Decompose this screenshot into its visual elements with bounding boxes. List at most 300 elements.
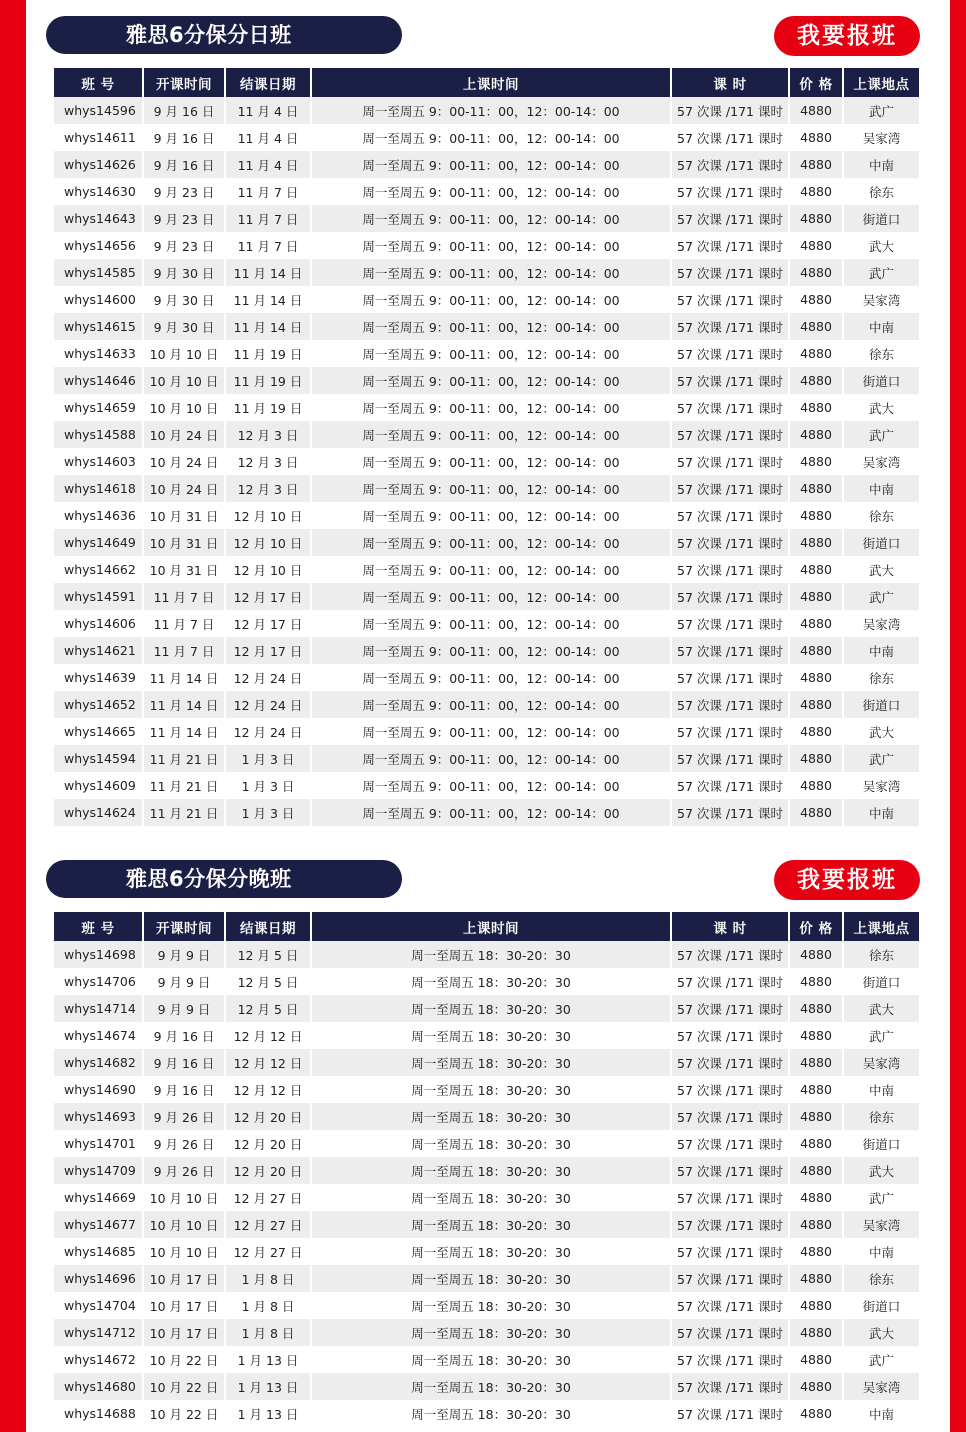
- location-cell: 吴家湾: [844, 772, 919, 799]
- start-date-cell: 11 月 21 日: [144, 772, 224, 799]
- end-date-cell: 12 月 3 日: [226, 448, 310, 475]
- end-date-cell: 12 月 20 日: [226, 1157, 310, 1184]
- lesson-count-cell: 57 次课 /171 课时: [672, 1130, 788, 1157]
- class-id-cell: whys14659: [54, 394, 142, 421]
- end-date-cell: 1 月 13 日: [226, 1373, 310, 1400]
- column-header: 班 号: [54, 912, 142, 941]
- location-cell: 武广: [844, 583, 919, 610]
- location-cell: 街道口: [844, 1130, 919, 1157]
- end-date-cell: 12 月 27 日: [226, 1184, 310, 1211]
- signup-button[interactable]: 我要报班: [774, 16, 920, 56]
- start-date-cell: 10 月 17 日: [144, 1265, 224, 1292]
- location-cell: 武大: [844, 394, 919, 421]
- location-cell: 街道口: [844, 1292, 919, 1319]
- lesson-count-cell: 57 次课 /171 课时: [672, 718, 788, 745]
- column-header: 上课时间: [312, 68, 670, 97]
- start-date-cell: 11 月 7 日: [144, 637, 224, 664]
- table-row: [54, 367, 919, 394]
- price-cell: 4880: [790, 995, 842, 1022]
- schedule-time-cell: 周一至周五 9：00-11：00，12：00-14：00: [312, 475, 670, 502]
- section-title: 雅思6分保分晚班: [46, 860, 402, 898]
- class-id-cell: whys14636: [54, 502, 142, 529]
- start-date-cell: 10 月 24 日: [144, 421, 224, 448]
- end-date-cell: 11 月 14 日: [226, 259, 310, 286]
- table-body: [54, 941, 919, 1427]
- end-date-cell: 12 月 27 日: [226, 1238, 310, 1265]
- schedule-time-cell: 周一至周五 9：00-11：00，12：00-14：00: [312, 178, 670, 205]
- class-id-cell: whys14674: [54, 1022, 142, 1049]
- lesson-count-cell: 57 次课 /171 课时: [672, 1346, 788, 1373]
- location-cell: 武广: [844, 745, 919, 772]
- class-id-cell: whys14712: [54, 1319, 142, 1346]
- end-date-cell: 11 月 19 日: [226, 340, 310, 367]
- class-id-cell: whys14669: [54, 1184, 142, 1211]
- end-date-cell: 12 月 24 日: [226, 664, 310, 691]
- class-id-cell: whys14603: [54, 448, 142, 475]
- start-date-cell: 9 月 23 日: [144, 232, 224, 259]
- table-row: [54, 1049, 919, 1076]
- location-cell: 徐东: [844, 941, 919, 968]
- section-title: 雅思6分保分日班: [46, 16, 402, 54]
- table-row: [54, 205, 919, 232]
- start-date-cell: 11 月 7 日: [144, 583, 224, 610]
- lesson-count-cell: 57 次课 /171 课时: [672, 205, 788, 232]
- schedule-time-cell: 周一至周五 9：00-11：00，12：00-14：00: [312, 421, 670, 448]
- location-cell: 街道口: [844, 968, 919, 995]
- schedule-time-cell: 周一至周五 18：30-20：30: [312, 968, 670, 995]
- schedule-time-cell: 周一至周五 9：00-11：00，12：00-14：00: [312, 799, 670, 826]
- class-id-cell: whys14618: [54, 475, 142, 502]
- schedule-time-cell: 周一至周五 18：30-20：30: [312, 1103, 670, 1130]
- lesson-count-cell: 57 次课 /171 课时: [672, 637, 788, 664]
- table-row: [54, 718, 919, 745]
- location-cell: 武广: [844, 97, 919, 124]
- schedule-time-cell: 周一至周五 9：00-11：00，12：00-14：00: [312, 232, 670, 259]
- start-date-cell: 9 月 30 日: [144, 286, 224, 313]
- end-date-cell: 1 月 3 日: [226, 772, 310, 799]
- start-date-cell: 10 月 17 日: [144, 1292, 224, 1319]
- lesson-count-cell: 57 次课 /171 课时: [672, 259, 788, 286]
- end-date-cell: 12 月 17 日: [226, 610, 310, 637]
- lesson-count-cell: 57 次课 /171 课时: [672, 1076, 788, 1103]
- lesson-count-cell: 57 次课 /171 课时: [672, 1373, 788, 1400]
- class-id-cell: whys14701: [54, 1130, 142, 1157]
- schedule-time-cell: 周一至周五 9：00-11：00，12：00-14：00: [312, 502, 670, 529]
- column-header: 上课地点: [844, 68, 919, 97]
- start-date-cell: 11 月 14 日: [144, 691, 224, 718]
- table-row: [54, 745, 919, 772]
- schedule-time-cell: 周一至周五 9：00-11：00，12：00-14：00: [312, 529, 670, 556]
- lesson-count-cell: 57 次课 /171 课时: [672, 367, 788, 394]
- end-date-cell: 12 月 5 日: [226, 968, 310, 995]
- price-cell: 4880: [790, 718, 842, 745]
- start-date-cell: 11 月 7 日: [144, 610, 224, 637]
- location-cell: 武广: [844, 421, 919, 448]
- end-date-cell: 12 月 17 日: [226, 637, 310, 664]
- table-row: [54, 1130, 919, 1157]
- price-cell: 4880: [790, 502, 842, 529]
- start-date-cell: 10 月 31 日: [144, 529, 224, 556]
- table-row: [54, 995, 919, 1022]
- end-date-cell: 12 月 24 日: [226, 691, 310, 718]
- price-cell: 4880: [790, 941, 842, 968]
- location-cell: 徐东: [844, 340, 919, 367]
- schedule-time-cell: 周一至周五 18：30-20：30: [312, 995, 670, 1022]
- schedule-time-cell: 周一至周五 9：00-11：00，12：00-14：00: [312, 448, 670, 475]
- lesson-count-cell: 57 次课 /171 课时: [672, 394, 788, 421]
- schedule-time-cell: 周一至周五 9：00-11：00，12：00-14：00: [312, 340, 670, 367]
- location-cell: 武广: [844, 1184, 919, 1211]
- location-cell: 中南: [844, 313, 919, 340]
- price-cell: 4880: [790, 1049, 842, 1076]
- lesson-count-cell: 57 次课 /171 课时: [672, 799, 788, 826]
- lesson-count-cell: 57 次课 /171 课时: [672, 664, 788, 691]
- class-id-cell: whys14639: [54, 664, 142, 691]
- lesson-count-cell: 57 次课 /171 课时: [672, 1211, 788, 1238]
- start-date-cell: 9 月 16 日: [144, 1076, 224, 1103]
- location-cell: 街道口: [844, 691, 919, 718]
- price-cell: 4880: [790, 968, 842, 995]
- class-id-cell: whys14688: [54, 1400, 142, 1427]
- schedule-time-cell: 周一至周五 18：30-20：30: [312, 1211, 670, 1238]
- price-cell: 4880: [790, 1211, 842, 1238]
- price-cell: 4880: [790, 475, 842, 502]
- start-date-cell: 11 月 21 日: [144, 745, 224, 772]
- lesson-count-cell: 57 次课 /171 课时: [672, 178, 788, 205]
- end-date-cell: 11 月 7 日: [226, 232, 310, 259]
- right-red-border: [950, 0, 966, 1432]
- start-date-cell: 9 月 16 日: [144, 124, 224, 151]
- table-row: [54, 151, 919, 178]
- location-cell: 中南: [844, 1076, 919, 1103]
- table-row: [54, 1103, 919, 1130]
- start-date-cell: 9 月 16 日: [144, 151, 224, 178]
- column-header: 课 时: [672, 912, 788, 941]
- price-cell: 4880: [790, 1373, 842, 1400]
- schedule-time-cell: 周一至周五 18：30-20：30: [312, 1373, 670, 1400]
- schedule-time-cell: 周一至周五 9：00-11：00，12：00-14：00: [312, 664, 670, 691]
- location-cell: 中南: [844, 475, 919, 502]
- table-row: [54, 1373, 919, 1400]
- class-id-cell: whys14600: [54, 286, 142, 313]
- schedule-time-cell: 周一至周五 9：00-11：00，12：00-14：00: [312, 205, 670, 232]
- lesson-count-cell: 57 次课 /171 课时: [672, 556, 788, 583]
- lesson-count-cell: 57 次课 /171 课时: [672, 1265, 788, 1292]
- location-cell: 街道口: [844, 529, 919, 556]
- column-header: 价 格: [790, 68, 842, 97]
- start-date-cell: 10 月 10 日: [144, 1211, 224, 1238]
- location-cell: 街道口: [844, 367, 919, 394]
- location-cell: 吴家湾: [844, 1373, 919, 1400]
- price-cell: 4880: [790, 1157, 842, 1184]
- location-cell: 街道口: [844, 205, 919, 232]
- class-id-cell: whys14588: [54, 421, 142, 448]
- lesson-count-cell: 57 次课 /171 课时: [672, 610, 788, 637]
- class-id-cell: whys14714: [54, 995, 142, 1022]
- start-date-cell: 9 月 16 日: [144, 1022, 224, 1049]
- table-row: [54, 1400, 919, 1427]
- table-row: [54, 286, 919, 313]
- class-id-cell: whys14693: [54, 1103, 142, 1130]
- location-cell: 武大: [844, 1319, 919, 1346]
- location-cell: 中南: [844, 799, 919, 826]
- start-date-cell: 10 月 17 日: [144, 1319, 224, 1346]
- end-date-cell: 1 月 3 日: [226, 799, 310, 826]
- table-row: [54, 124, 919, 151]
- schedule-time-cell: 周一至周五 9：00-11：00，12：00-14：00: [312, 313, 670, 340]
- end-date-cell: 12 月 10 日: [226, 556, 310, 583]
- location-cell: 武广: [844, 1022, 919, 1049]
- location-cell: 吴家湾: [844, 448, 919, 475]
- end-date-cell: 12 月 24 日: [226, 718, 310, 745]
- end-date-cell: 12 月 3 日: [226, 475, 310, 502]
- column-header: 上课地点: [844, 912, 919, 941]
- class-id-cell: whys14709: [54, 1157, 142, 1184]
- start-date-cell: 9 月 26 日: [144, 1130, 224, 1157]
- class-id-cell: whys14677: [54, 1211, 142, 1238]
- end-date-cell: 12 月 10 日: [226, 502, 310, 529]
- location-cell: 徐东: [844, 502, 919, 529]
- location-cell: 武大: [844, 232, 919, 259]
- location-cell: 徐东: [844, 1103, 919, 1130]
- end-date-cell: 11 月 14 日: [226, 286, 310, 313]
- lesson-count-cell: 57 次课 /171 课时: [672, 1184, 788, 1211]
- table-body: [54, 97, 919, 826]
- schedule-time-cell: 周一至周五 9：00-11：00，12：00-14：00: [312, 259, 670, 286]
- end-date-cell: 1 月 8 日: [226, 1319, 310, 1346]
- schedule-table: [52, 912, 921, 1427]
- schedule-time-cell: 周一至周五 18：30-20：30: [312, 1265, 670, 1292]
- price-cell: 4880: [790, 556, 842, 583]
- price-cell: 4880: [790, 610, 842, 637]
- class-id-cell: whys14626: [54, 151, 142, 178]
- lesson-count-cell: 57 次课 /171 课时: [672, 340, 788, 367]
- schedule-time-cell: 周一至周五 9：00-11：00，12：00-14：00: [312, 151, 670, 178]
- start-date-cell: 9 月 9 日: [144, 995, 224, 1022]
- class-id-cell: whys14704: [54, 1292, 142, 1319]
- location-cell: 武大: [844, 1157, 919, 1184]
- schedule-time-cell: 周一至周五 9：00-11：00，12：00-14：00: [312, 610, 670, 637]
- class-id-cell: whys14652: [54, 691, 142, 718]
- table-row: [54, 97, 919, 124]
- start-date-cell: 10 月 22 日: [144, 1346, 224, 1373]
- price-cell: 4880: [790, 1076, 842, 1103]
- start-date-cell: 10 月 10 日: [144, 1238, 224, 1265]
- end-date-cell: 11 月 14 日: [226, 313, 310, 340]
- start-date-cell: 11 月 14 日: [144, 718, 224, 745]
- location-cell: 徐东: [844, 1265, 919, 1292]
- lesson-count-cell: 57 次课 /171 课时: [672, 583, 788, 610]
- column-header: 开课时间: [144, 912, 224, 941]
- table-row: [54, 1076, 919, 1103]
- table-row: [54, 421, 919, 448]
- class-id-cell: whys14615: [54, 313, 142, 340]
- class-id-cell: whys14665: [54, 718, 142, 745]
- price-cell: 4880: [790, 1022, 842, 1049]
- table-row: [54, 394, 919, 421]
- lesson-count-cell: 57 次课 /171 课时: [672, 97, 788, 124]
- end-date-cell: 11 月 4 日: [226, 124, 310, 151]
- table-row: [54, 1346, 919, 1373]
- location-cell: 吴家湾: [844, 1211, 919, 1238]
- class-id-cell: whys14690: [54, 1076, 142, 1103]
- class-id-cell: whys14646: [54, 367, 142, 394]
- table-row: [54, 799, 919, 826]
- lesson-count-cell: 57 次课 /171 课时: [672, 421, 788, 448]
- location-cell: 吴家湾: [844, 610, 919, 637]
- schedule-table: [52, 68, 921, 826]
- start-date-cell: 11 月 14 日: [144, 664, 224, 691]
- table-row: [54, 610, 919, 637]
- schedule-time-cell: 周一至周五 18：30-20：30: [312, 1022, 670, 1049]
- class-id-cell: whys14643: [54, 205, 142, 232]
- table-row: [54, 1022, 919, 1049]
- schedule-time-cell: 周一至周五 9：00-11：00，12：00-14：00: [312, 556, 670, 583]
- price-cell: 4880: [790, 1319, 842, 1346]
- class-id-cell: whys14624: [54, 799, 142, 826]
- location-cell: 中南: [844, 151, 919, 178]
- location-cell: 武大: [844, 718, 919, 745]
- table-row: [54, 313, 919, 340]
- column-header: 开课时间: [144, 68, 224, 97]
- start-date-cell: 10 月 10 日: [144, 394, 224, 421]
- class-id-cell: whys14633: [54, 340, 142, 367]
- table-row: [54, 1265, 919, 1292]
- left-red-border: [0, 0, 26, 1432]
- end-date-cell: 12 月 5 日: [226, 941, 310, 968]
- end-date-cell: 1 月 8 日: [226, 1292, 310, 1319]
- class-id-cell: whys14609: [54, 772, 142, 799]
- lesson-count-cell: 57 次课 /171 课时: [672, 286, 788, 313]
- lesson-count-cell: 57 次课 /171 课时: [672, 232, 788, 259]
- schedule-time-cell: 周一至周五 18：30-20：30: [312, 1157, 670, 1184]
- price-cell: 4880: [790, 232, 842, 259]
- start-date-cell: 9 月 16 日: [144, 1049, 224, 1076]
- schedule-time-cell: 周一至周五 18：30-20：30: [312, 1346, 670, 1373]
- end-date-cell: 11 月 4 日: [226, 151, 310, 178]
- end-date-cell: 11 月 19 日: [226, 367, 310, 394]
- end-date-cell: 12 月 5 日: [226, 995, 310, 1022]
- price-cell: 4880: [790, 1103, 842, 1130]
- table-row: [54, 529, 919, 556]
- schedule-time-cell: 周一至周五 9：00-11：00，12：00-14：00: [312, 745, 670, 772]
- lesson-count-cell: 57 次课 /171 课时: [672, 502, 788, 529]
- table-row: [54, 340, 919, 367]
- schedule-time-cell: 周一至周五 9：00-11：00，12：00-14：00: [312, 394, 670, 421]
- lesson-count-cell: 57 次课 /171 课时: [672, 1049, 788, 1076]
- price-cell: 4880: [790, 745, 842, 772]
- table-header-row: [54, 68, 919, 97]
- class-id-cell: whys14682: [54, 1049, 142, 1076]
- column-header: 上课时间: [312, 912, 670, 941]
- table-row: [54, 232, 919, 259]
- class-id-cell: whys14649: [54, 529, 142, 556]
- start-date-cell: 10 月 10 日: [144, 367, 224, 394]
- end-date-cell: 12 月 17 日: [226, 583, 310, 610]
- table-row: [54, 1211, 919, 1238]
- end-date-cell: 11 月 7 日: [226, 205, 310, 232]
- price-cell: 4880: [790, 1238, 842, 1265]
- schedule-time-cell: 周一至周五 18：30-20：30: [312, 1238, 670, 1265]
- column-header: 结课日期: [226, 912, 310, 941]
- lesson-count-cell: 57 次课 /171 课时: [672, 745, 788, 772]
- table-row: [54, 664, 919, 691]
- price-cell: 4880: [790, 286, 842, 313]
- end-date-cell: 1 月 13 日: [226, 1400, 310, 1427]
- start-date-cell: 10 月 24 日: [144, 448, 224, 475]
- end-date-cell: 12 月 12 日: [226, 1022, 310, 1049]
- price-cell: 4880: [790, 340, 842, 367]
- end-date-cell: 11 月 4 日: [226, 97, 310, 124]
- class-id-cell: whys14591: [54, 583, 142, 610]
- end-date-cell: 1 月 13 日: [226, 1346, 310, 1373]
- start-date-cell: 10 月 24 日: [144, 475, 224, 502]
- end-date-cell: 12 月 12 日: [226, 1049, 310, 1076]
- schedule-time-cell: 周一至周五 18：30-20：30: [312, 1076, 670, 1103]
- table-row: [54, 502, 919, 529]
- schedule-time-cell: 周一至周五 18：30-20：30: [312, 1184, 670, 1211]
- location-cell: 中南: [844, 637, 919, 664]
- schedule-time-cell: 周一至周五 9：00-11：00，12：00-14：00: [312, 97, 670, 124]
- price-cell: 4880: [790, 664, 842, 691]
- lesson-count-cell: 57 次课 /171 课时: [672, 1103, 788, 1130]
- price-cell: 4880: [790, 151, 842, 178]
- lesson-count-cell: 57 次课 /171 课时: [672, 124, 788, 151]
- price-cell: 4880: [790, 1184, 842, 1211]
- price-cell: 4880: [790, 313, 842, 340]
- lesson-count-cell: 57 次课 /171 课时: [672, 1400, 788, 1427]
- schedule-time-cell: 周一至周五 18：30-20：30: [312, 1130, 670, 1157]
- start-date-cell: 10 月 10 日: [144, 340, 224, 367]
- price-cell: 4880: [790, 394, 842, 421]
- start-date-cell: 9 月 26 日: [144, 1103, 224, 1130]
- table-header-row: [54, 912, 919, 941]
- lesson-count-cell: 57 次课 /171 课时: [672, 1292, 788, 1319]
- price-cell: 4880: [790, 1130, 842, 1157]
- class-id-cell: whys14621: [54, 637, 142, 664]
- signup-button[interactable]: 我要报班: [774, 860, 920, 900]
- lesson-count-cell: 57 次课 /171 课时: [672, 1157, 788, 1184]
- price-cell: 4880: [790, 1346, 842, 1373]
- column-header: 课 时: [672, 68, 788, 97]
- location-cell: 中南: [844, 1238, 919, 1265]
- table-row: [54, 475, 919, 502]
- table-row: [54, 637, 919, 664]
- schedule-time-cell: 周一至周五 9：00-11：00，12：00-14：00: [312, 772, 670, 799]
- start-date-cell: 11 月 21 日: [144, 799, 224, 826]
- schedule-time-cell: 周一至周五 9：00-11：00，12：00-14：00: [312, 286, 670, 313]
- table-row: [54, 583, 919, 610]
- price-cell: 4880: [790, 1292, 842, 1319]
- schedule-time-cell: 周一至周五 9：00-11：00，12：00-14：00: [312, 691, 670, 718]
- end-date-cell: 11 月 7 日: [226, 178, 310, 205]
- lesson-count-cell: 57 次课 /171 课时: [672, 529, 788, 556]
- class-id-cell: whys14706: [54, 968, 142, 995]
- location-cell: 武广: [844, 1346, 919, 1373]
- end-date-cell: 12 月 27 日: [226, 1211, 310, 1238]
- schedule-time-cell: 周一至周五 18：30-20：30: [312, 1292, 670, 1319]
- start-date-cell: 10 月 22 日: [144, 1373, 224, 1400]
- start-date-cell: 9 月 9 日: [144, 968, 224, 995]
- lesson-count-cell: 57 次课 /171 课时: [672, 968, 788, 995]
- lesson-count-cell: 57 次课 /171 课时: [672, 941, 788, 968]
- end-date-cell: 12 月 20 日: [226, 1130, 310, 1157]
- price-cell: 4880: [790, 637, 842, 664]
- location-cell: 吴家湾: [844, 1049, 919, 1076]
- table-row: [54, 1184, 919, 1211]
- lesson-count-cell: 57 次课 /171 课时: [672, 151, 788, 178]
- table-row: [54, 772, 919, 799]
